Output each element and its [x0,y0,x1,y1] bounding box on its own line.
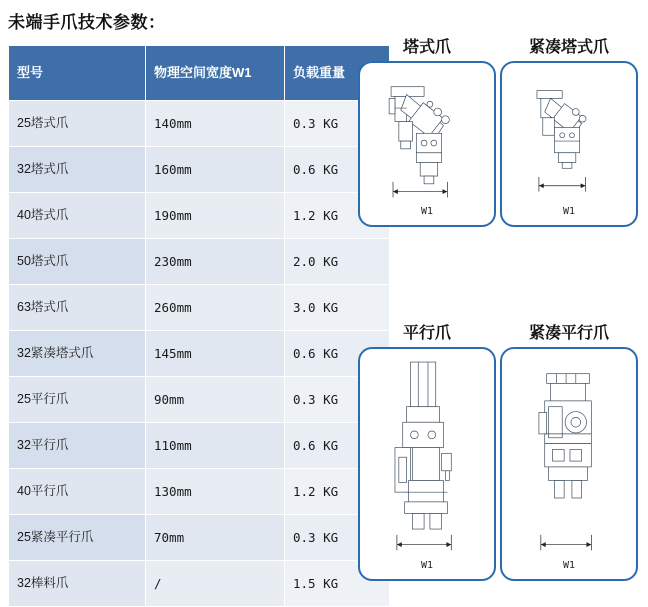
page-title: 未端手爪技术参数： [8,13,166,32]
figure-tower-gripper [358,34,496,227]
cell-width: 160mm [146,147,285,193]
cell-model: 25平行爪 [9,377,146,423]
dimension-label-w1: W1 [420,206,434,217]
cell-load: 0.6 KG [285,423,390,469]
figure-frame [500,61,638,227]
cell-model: 32平行爪 [9,423,146,469]
table-row [9,377,390,423]
table-row [9,331,390,377]
cell-load: 1.5 KG [285,561,390,607]
figure-compact-parallel-gripper [500,320,638,581]
table-row [9,515,390,561]
table-row [9,469,390,515]
figure-caption: 塔式爪 [402,39,451,56]
compact-tower-gripper-drawing [502,63,636,225]
cell-width: 70mm [146,515,285,561]
column-header-width: 物理空间宽度W1 [146,46,285,101]
cell-model: 40平行爪 [9,469,146,515]
table-body [9,101,390,607]
cell-load: 0.3 KG [285,515,390,561]
table-row [9,147,390,193]
table-row [9,193,390,239]
column-header-model: 型号 [9,46,146,101]
cell-model: 50塔式爪 [9,239,146,285]
figure-compact-tower-gripper [500,34,638,227]
cell-width: 110mm [146,423,285,469]
cell-model: 32紧凑塔式爪 [9,331,146,377]
dimension-label-w1: W1 [420,560,434,571]
table-row [9,239,390,285]
figure-caption: 平行爪 [402,325,451,342]
cell-model: 25塔式爪 [9,101,146,147]
cell-model: 40塔式爪 [9,193,146,239]
cell-load: 0.3 KG [285,377,390,423]
table-row [9,101,390,147]
figure-frame [500,347,638,581]
compact-parallel-gripper-drawing [502,349,636,579]
tower-gripper-drawing [360,63,494,225]
figure-caption: 紧凑平行爪 [528,325,609,342]
cell-width: 90mm [146,377,285,423]
figure-frame [358,347,496,581]
cell-width: 140mm [146,101,285,147]
cell-load: 1.2 KG [285,193,390,239]
cell-load: 2.0 KG [285,239,390,285]
figure-frame [358,61,496,227]
figure-parallel-gripper [358,320,496,581]
cell-load: 0.6 KG [285,331,390,377]
table-header [9,46,390,101]
table-row [9,285,390,331]
dimension-label-w1: W1 [562,560,576,571]
cell-model: 32棒料爪 [9,561,146,607]
cell-width: 130mm [146,469,285,515]
cell-load: 0.3 KG [285,101,390,147]
figure-caption: 紧凑塔式爪 [528,39,609,56]
table-header-row [9,46,390,101]
cell-width: 145mm [146,331,285,377]
cell-width: / [146,561,285,607]
cell-load: 0.6 KG [285,147,390,193]
cell-width: 230mm [146,239,285,285]
gripper-spec-table [8,45,390,607]
figure-gallery [350,8,642,598]
dimension-label-w1: W1 [562,206,576,217]
cell-width: 190mm [146,193,285,239]
cell-width: 260mm [146,285,285,331]
cell-model: 25紧凑平行爪 [9,515,146,561]
parallel-gripper-drawing [360,349,494,579]
cell-model: 63塔式爪 [9,285,146,331]
cell-model: 32塔式爪 [9,147,146,193]
table-row [9,561,390,607]
cell-load: 1.2 KG [285,469,390,515]
column-header-load: 负载重量 [285,46,390,101]
table-row [9,423,390,469]
cell-load: 3.0 KG [285,285,390,331]
